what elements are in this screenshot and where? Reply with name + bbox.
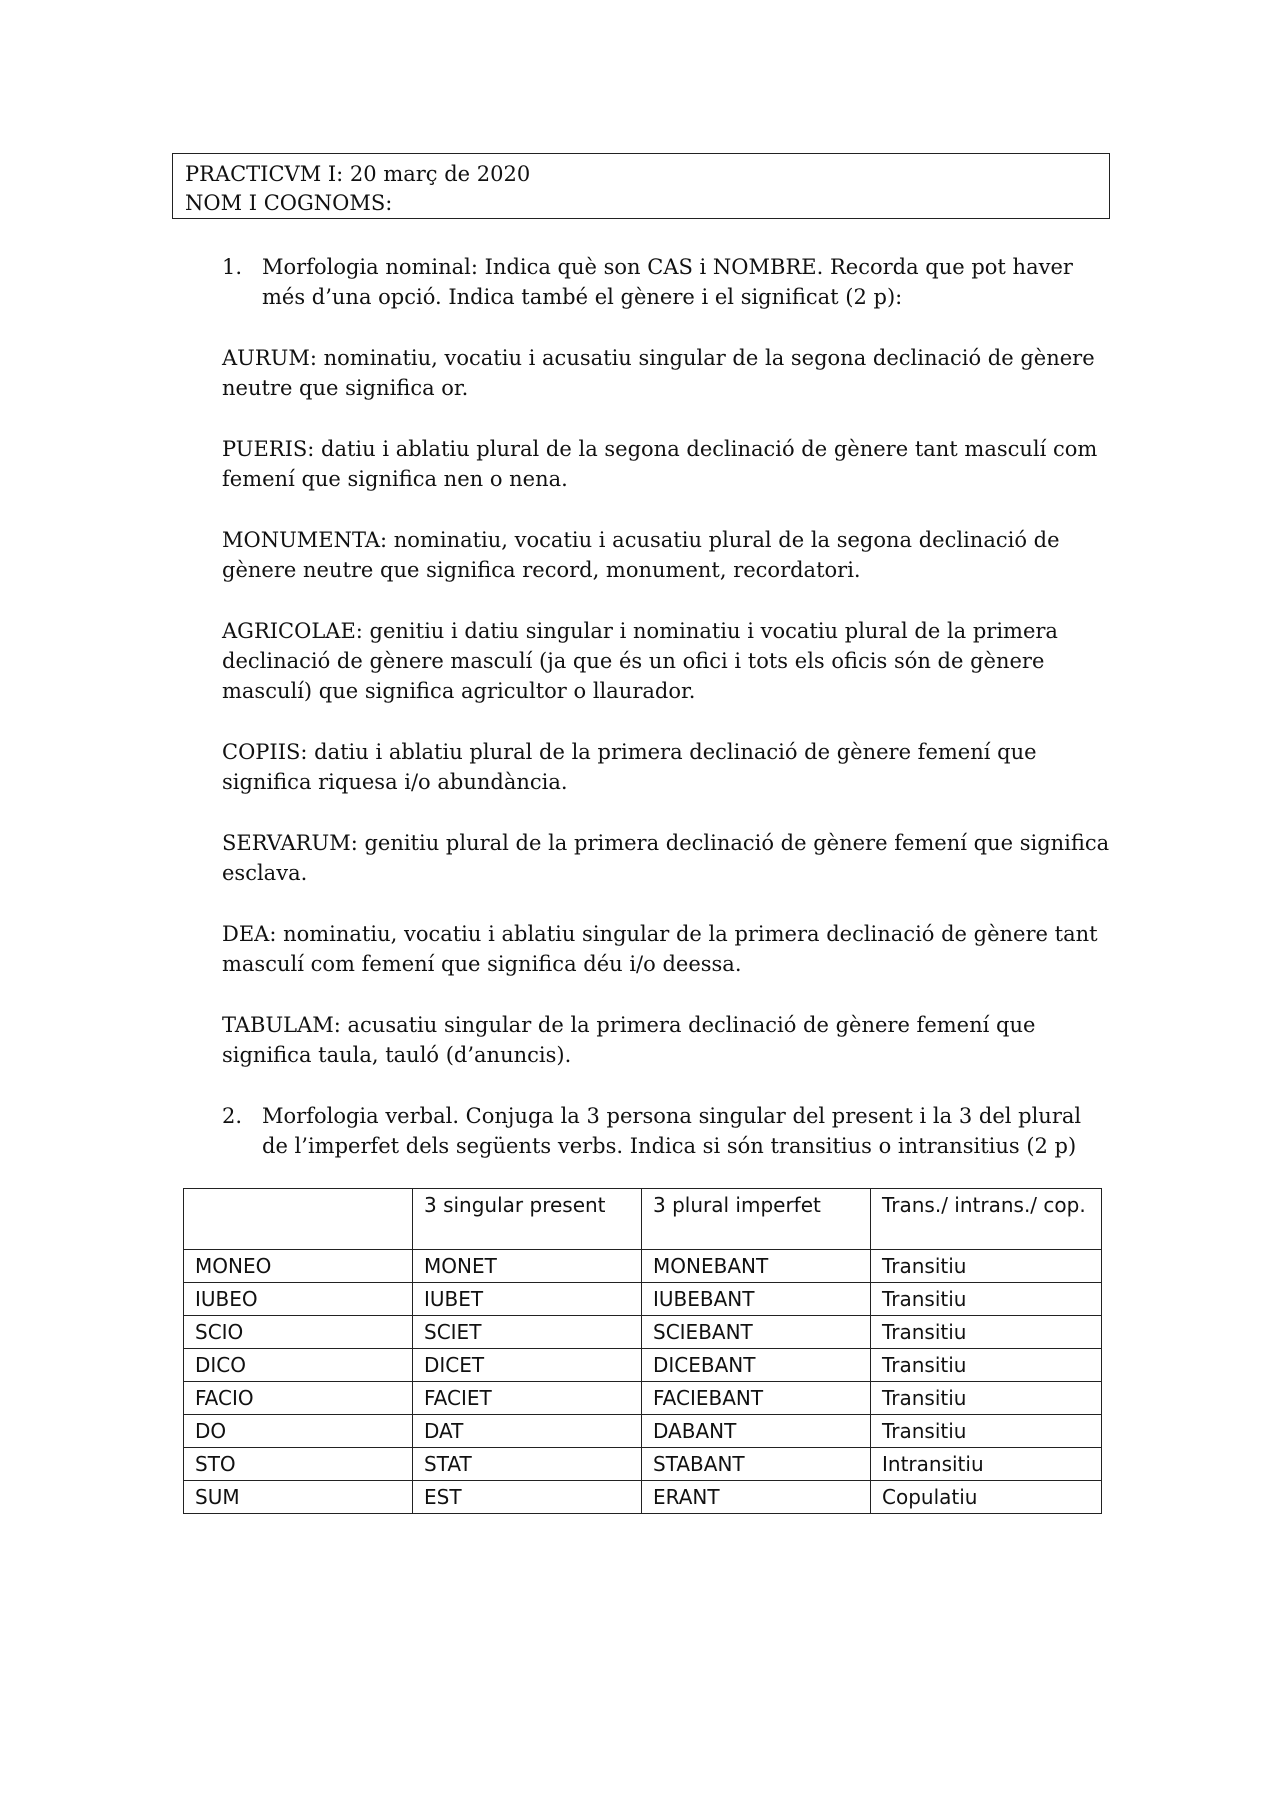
table-row <box>184 1448 1102 1481</box>
table-header-cell: Trans./ intrans./ cop. <box>871 1189 1102 1250</box>
answer-monumenta: MONUMENTA: nominatiu, vocatiu i acusatiu plural de la segona declinació de gènere neutre que significa record, monument, recordatori. <box>222 528 1060 582</box>
answer-agricolae: AGRICOLAE: genitiu i datiu singular i nominatiu i vocatiu plural de la primera declinació de gènere masculí (ja que és un ofici i tots els oficis són de gènere masculí) que significa agricultor o llaurador. <box>222 619 1058 703</box>
table-row <box>184 1481 1102 1514</box>
table-row <box>184 1250 1102 1283</box>
question-1-number: 1. <box>222 255 243 279</box>
answer-dea: DEA: nominatiu, vocatiu i ablatiu singular de la primera declinació de gènere tant masculí com femení que significa déu i/o deessa. <box>222 922 1098 976</box>
answer-servarum: SERVARUM: genitiu plural de la primera declinació de gènere femení que significa esclava. <box>222 831 1110 885</box>
header-box <box>172 153 1110 219</box>
table-cell: DABANT <box>642 1415 871 1448</box>
header-name-field: NOM I COGNOMS: <box>185 191 393 215</box>
question-1-text: Morfologia nominal: Indica què son CAS i NOMBRE. Recorda que pot haver més d’una opció. Indica també el gènere i el significat (2 p): <box>262 255 1073 309</box>
table-cell: ERANT <box>642 1481 871 1514</box>
header-title: PRACTICVM I: 20 març de 2020 <box>185 162 531 186</box>
table-cell: SCIET <box>413 1316 642 1349</box>
table-cell: DAT <box>413 1415 642 1448</box>
question-1 <box>222 252 1112 312</box>
table-cell: STO <box>184 1448 413 1481</box>
table-cell: SCIO <box>184 1316 413 1349</box>
answer-copiis: COPIIS: datiu i ablatiu plural de la primera declinació de gènere femení que significa riquesa i/o abundància. <box>222 740 1037 794</box>
table-row <box>184 1316 1102 1349</box>
table-row <box>184 1415 1102 1448</box>
table-cell: DICET <box>413 1349 642 1382</box>
verbs-table <box>183 1188 1102 1514</box>
table-cell: MONEBANT <box>642 1250 871 1283</box>
table-cell: Transitiu <box>871 1283 1102 1316</box>
table-cell: Transitiu <box>871 1349 1102 1382</box>
table-cell: MONEO <box>184 1250 413 1283</box>
table-cell: Intransitiu <box>871 1448 1102 1481</box>
question-2-number: 2. <box>222 1104 243 1128</box>
table-cell: SUM <box>184 1481 413 1514</box>
answer-pueris: PUERIS: datiu i ablatiu plural de la segona declinació de gènere tant masculí com femení que significa nen o nena. <box>222 437 1098 491</box>
table-row <box>184 1283 1102 1316</box>
table-cell: DO <box>184 1415 413 1448</box>
table-cell: FACIET <box>413 1382 642 1415</box>
table-cell: Transitiu <box>871 1415 1102 1448</box>
question-2-text: Morfologia verbal. Conjuga la 3 persona singular del present i la 3 del plural de l’imperfet dels següents verbs. Indica si són transitius o intransitius (2 p) <box>262 1104 1082 1158</box>
table-row <box>184 1382 1102 1415</box>
table-cell: FACIO <box>184 1382 413 1415</box>
table-cell: EST <box>413 1481 642 1514</box>
table-cell: Transitiu <box>871 1250 1102 1283</box>
answer-aurum: AURUM: nominatiu, vocatiu i acusatiu singular de la segona declinació de gènere neutre que significa or. <box>222 346 1095 400</box>
question-2 <box>222 1101 1112 1161</box>
table-cell: SCIEBANT <box>642 1316 871 1349</box>
table-header-cell: 3 singular present <box>413 1189 642 1250</box>
table-cell: MONET <box>413 1250 642 1283</box>
table-header-cell: 3 plural imperfet <box>642 1189 871 1250</box>
table-cell: Transitiu <box>871 1316 1102 1349</box>
table-cell: IUBET <box>413 1283 642 1316</box>
table-cell: Transitiu <box>871 1382 1102 1415</box>
table-header-cell <box>184 1189 413 1250</box>
answer-tabulam: TABULAM: acusatiu singular de la primera declinació de gènere femení que significa taula, tauló (d’anuncis). <box>222 1013 1036 1067</box>
table-cell: DICEBANT <box>642 1349 871 1382</box>
table-cell: DICO <box>184 1349 413 1382</box>
table-row <box>184 1349 1102 1382</box>
table-cell: IUBEO <box>184 1283 413 1316</box>
table-header-row <box>184 1189 1102 1250</box>
table-cell: IUBEBANT <box>642 1283 871 1316</box>
table-cell: FACIEBANT <box>642 1382 871 1415</box>
table-cell: STAT <box>413 1448 642 1481</box>
table-cell: Copulatiu <box>871 1481 1102 1514</box>
table-cell: STABANT <box>642 1448 871 1481</box>
